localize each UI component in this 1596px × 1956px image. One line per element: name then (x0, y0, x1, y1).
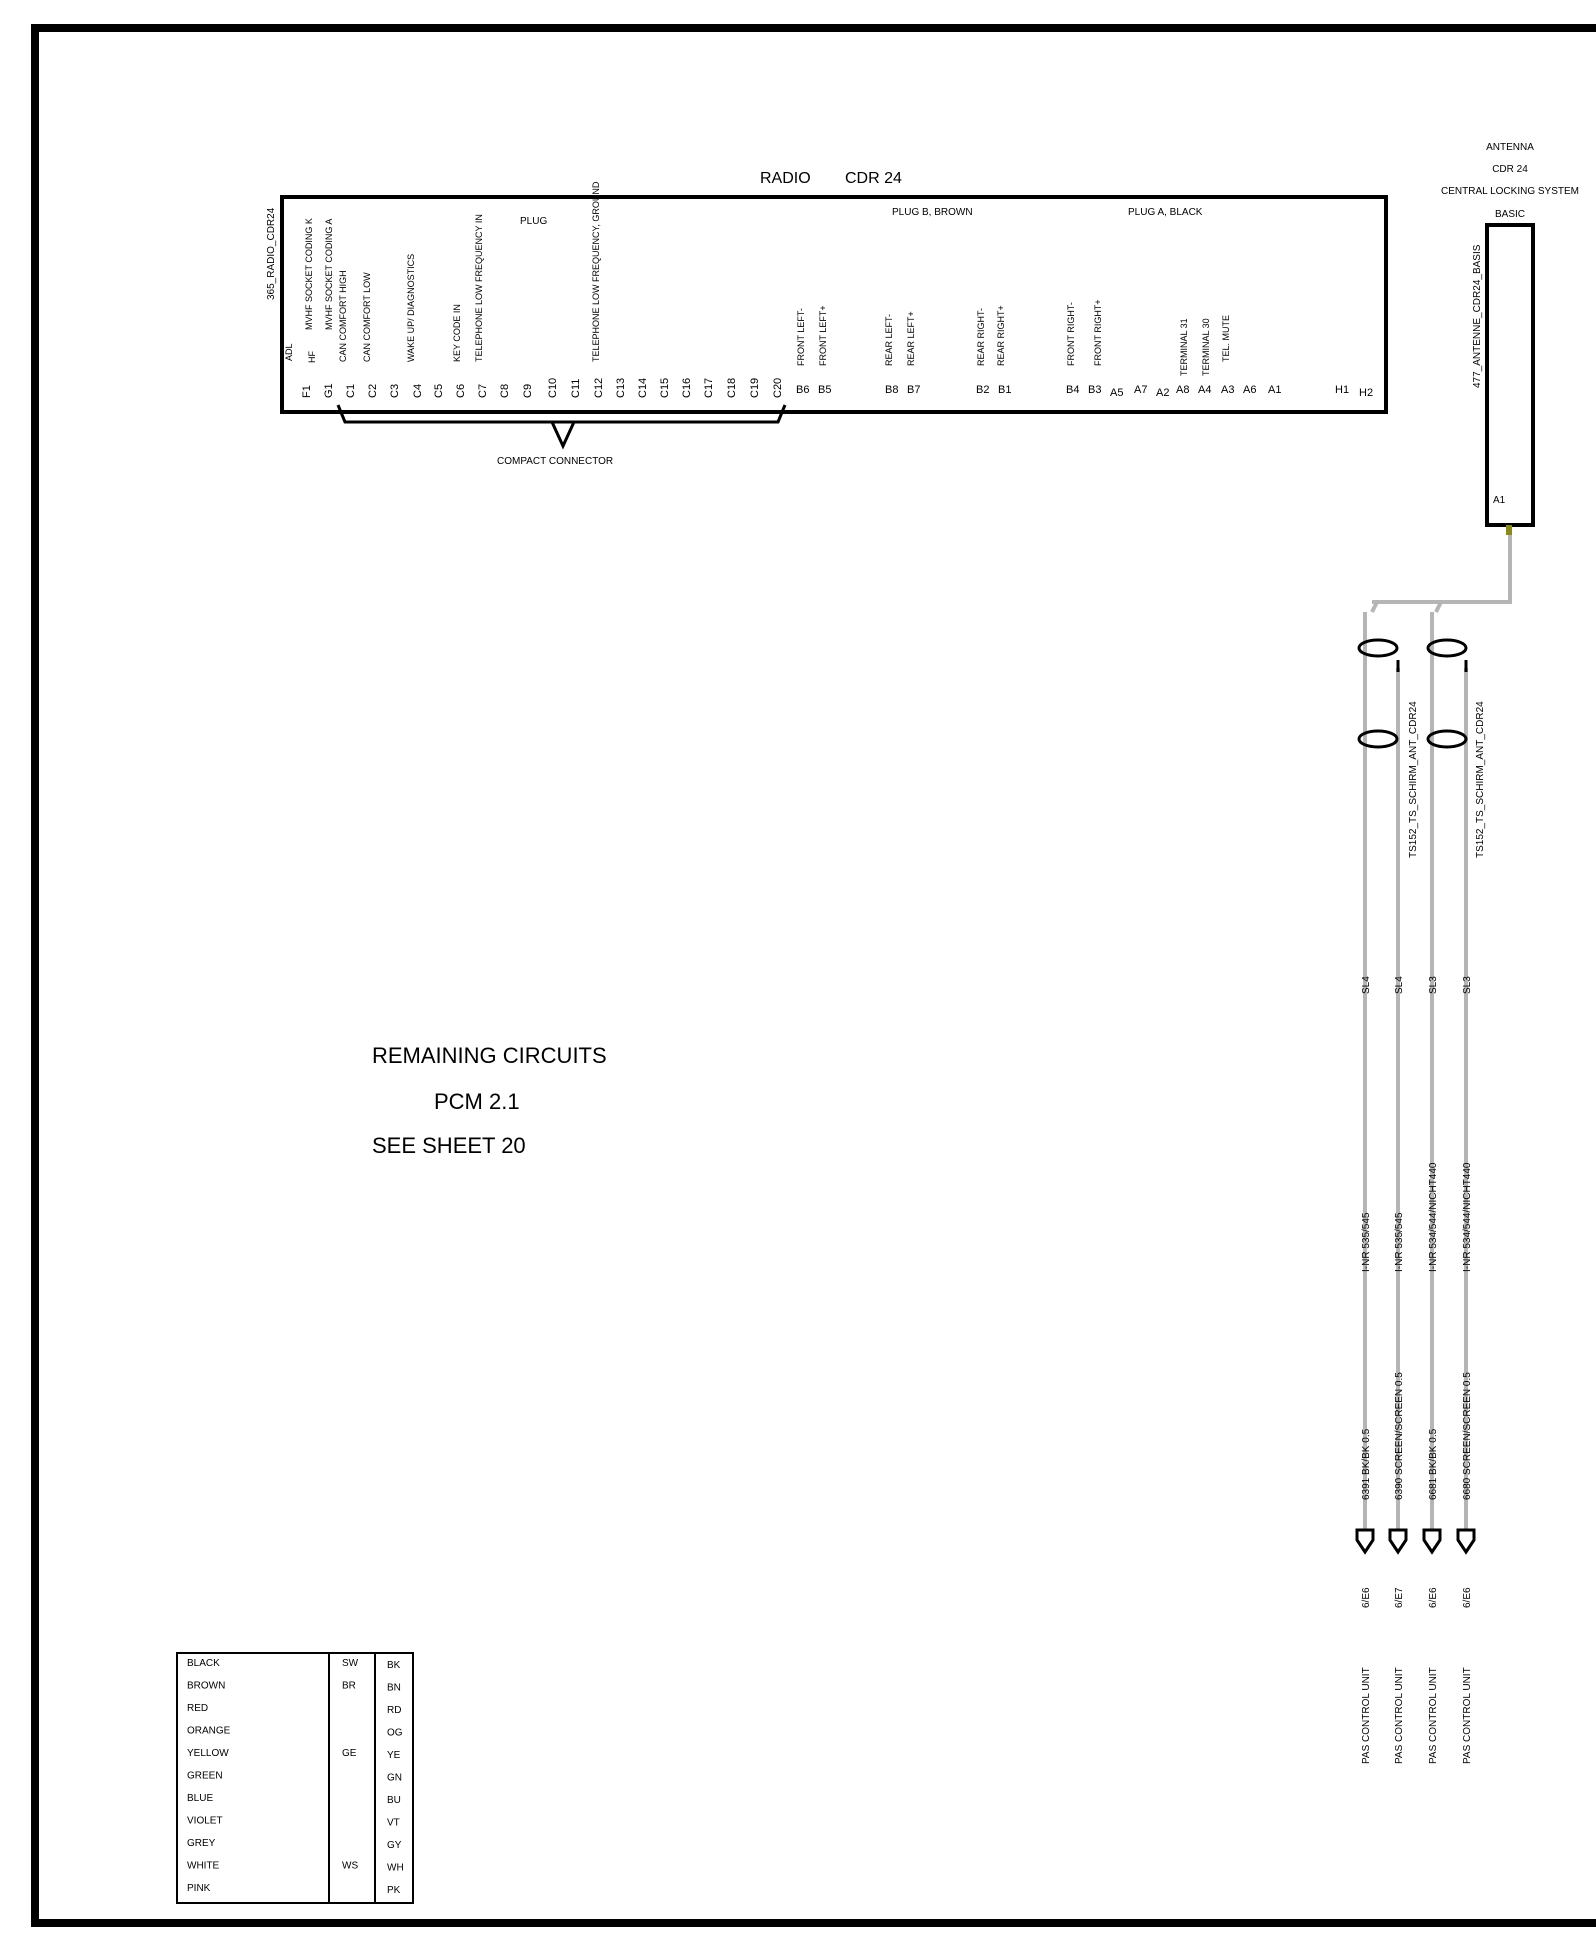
legend-color-name: ORANGE (187, 1725, 231, 1737)
pin-label-b7: B7 (907, 384, 921, 396)
pin-label-c7: C7 (477, 383, 489, 398)
wire-4 (1458, 660, 1474, 1764)
legend-color-name: VIOLET (187, 1815, 223, 1827)
signal-label-tel-mute: TEL. MUTE (1221, 314, 1231, 362)
pin-label-a7: A7 (1134, 384, 1148, 396)
legend-color-en: GN (387, 1772, 402, 1784)
antenna-box (1487, 225, 1533, 525)
legend-color-name: BLACK (187, 1658, 220, 1669)
wire-code-label: 6390 SCREEN/SCREEN 0.5 (1394, 1372, 1405, 1500)
signal-label-can-comfort-high: CAN COMFORT HIGH (338, 270, 348, 362)
legend-color-de: BR (342, 1680, 356, 1692)
remaining-line-2: PCM 2.1 (434, 1089, 520, 1114)
legend-color-en: OG (387, 1727, 403, 1739)
signal-label-wake-up-diagnostics: WAKE UP/ DIAGNOSTICS (406, 253, 416, 362)
signal-label-mvhf-socket-coding-k: MVHF SOCKET CODING K (304, 218, 314, 330)
pin-label-a8: A8 (1176, 384, 1190, 396)
pin-label-a4: A4 (1198, 384, 1212, 396)
legend-row-pink (187, 1883, 401, 1896)
antenna-line-4: BASIC (1494, 209, 1526, 220)
signal-label-rear-right: REAR RIGHT- (976, 307, 986, 366)
legend-color-name: GREY (187, 1838, 216, 1849)
legend-row-black (187, 1658, 401, 1671)
wire-sl-label: SL4 (1394, 976, 1405, 994)
pin-label-c4: C4 (412, 383, 424, 398)
pin-label-c5: C5 (433, 383, 445, 398)
wire-nr-label: I-NR 535/545 (1361, 1212, 1372, 1272)
pin-label-a1: A1 (1268, 384, 1282, 396)
legend-color-name: BLUE (187, 1793, 214, 1804)
wire-sl-label: SL4 (1361, 976, 1372, 994)
wire-2 (1390, 660, 1406, 1764)
wire-code-label: 6391 BK/BK 0.5 (1361, 1428, 1372, 1500)
signal-label-front-right: FRONT RIGHT+ (1093, 299, 1103, 366)
legend-row-green (187, 1771, 402, 1784)
pin-label-c19: C19 (749, 377, 761, 398)
legend-color-name: BROWN (187, 1680, 226, 1692)
legend-color-de: WS (342, 1860, 359, 1872)
antenna-line-1: ANTENNA (1486, 142, 1534, 153)
legend-color-de: SW (342, 1658, 359, 1669)
legend-color-en: BU (387, 1795, 401, 1806)
signal-label-mvhf-socket-coding-a: MVHF SOCKET CODING A (324, 218, 334, 330)
pin-label-c9: C9 (522, 383, 534, 398)
remaining-line-1: REMAINING CIRCUITS (372, 1043, 607, 1068)
wire-dest-label: 6/E6 (1428, 1587, 1439, 1608)
color-legend-rows (187, 1658, 404, 1896)
wire-nr-label: I-NR 535/545 (1394, 1212, 1405, 1272)
pin-label-c20: C20 (772, 377, 784, 398)
legend-color-name: WHITE (187, 1860, 220, 1872)
pin-label-c18: C18 (726, 377, 738, 398)
signal-label-telephone-low-frequency-ground: TELEPHONE LOW FREQUENCY, GROUND (591, 181, 601, 362)
pin-label-g1: G1 (323, 383, 335, 398)
legend-row-violet (187, 1816, 400, 1829)
pin-label-a3: A3 (1221, 384, 1235, 396)
legend-row-yellow (187, 1748, 401, 1761)
signal-label-rear-right: REAR RIGHT+ (996, 305, 1006, 366)
pin-label-c8: C8 (499, 383, 511, 398)
legend-color-name: YELLOW (187, 1748, 229, 1759)
signal-label-group (284, 181, 1231, 376)
legend-color-en: RD (387, 1705, 402, 1716)
pin-label-c10: C10 (547, 377, 559, 398)
legend-color-name: GREEN (187, 1770, 223, 1782)
wire-terminal-arrow (1357, 1530, 1373, 1552)
signal-label-terminal-30: TERMINAL 30 (1201, 318, 1211, 376)
pin-label-a5: A5 (1110, 387, 1124, 399)
wire-unit-label: PAS CONTROL UNIT (1394, 1667, 1405, 1764)
compact-connector-arrow (552, 422, 574, 446)
signal-label-terminal-31: TERMINAL 31 (1179, 318, 1189, 376)
signal-label-front-left: FRONT LEFT+ (818, 305, 828, 366)
wire-terminal-arrow (1424, 1530, 1440, 1552)
pin-label-c12: C12 (593, 377, 605, 398)
pin-label-b5: B5 (818, 384, 832, 396)
legend-color-en: WH (387, 1862, 404, 1874)
pin-label-c14: C14 (637, 377, 649, 398)
pin-label-b8: B8 (885, 384, 899, 396)
wire-unit-label: PAS CONTROL UNIT (1361, 1667, 1372, 1764)
antenna-component-id: 477_ANTENNE_CDR24_BASIS (1472, 244, 1483, 388)
wire-code-label: 6681 BK/BK 0.5 (1428, 1428, 1439, 1500)
wire-unit-label: PAS CONTROL UNIT (1428, 1667, 1439, 1764)
signal-label-key-code-in: KEY CODE IN (452, 304, 462, 362)
signal-label-hf: HF (307, 351, 317, 363)
antenna-line-2: CDR 24 (1492, 164, 1528, 175)
pin-label-b1: B1 (998, 384, 1012, 396)
wire-dest-label: 6/E6 (1361, 1587, 1372, 1608)
legend-color-en: BK (387, 1660, 401, 1671)
pin-label-a2: A2 (1156, 387, 1170, 399)
legend-color-name: RED (187, 1703, 209, 1714)
signal-label-rear-left: REAR LEFT- (884, 313, 894, 366)
wire-terminal-arrow (1458, 1530, 1474, 1552)
pin-label-a6: A6 (1243, 384, 1257, 396)
remaining-line-3: SEE SHEET 20 (372, 1133, 526, 1158)
signal-label-adl: ADL (284, 343, 294, 361)
legend-color-en: VT (387, 1817, 400, 1829)
pin-label-b6: B6 (796, 384, 810, 396)
pin-label-c11: C11 (570, 378, 582, 398)
pin-label-b2: B2 (976, 384, 990, 396)
pin-label-h1: H1 (1335, 384, 1350, 396)
legend-color-de: GE (342, 1748, 357, 1759)
wire-3 (1424, 612, 1440, 1764)
signal-label-front-right: FRONT RIGHT- (1066, 302, 1076, 366)
signal-label-can-comfort-low: CAN COMFORT LOW (362, 272, 372, 362)
legend-row-orange (187, 1726, 403, 1739)
legend-row-white (187, 1861, 404, 1874)
plug-b-label: PLUG B, BROWN (892, 207, 973, 218)
pin-label-b3: B3 (1088, 384, 1102, 396)
wire-code-label: 6680 SCREEN/SCREEN 0.5 (1462, 1372, 1473, 1500)
antenna-pin-label: A1 (1493, 495, 1506, 506)
page-border (35, 28, 1596, 1923)
wire-nr-label: I-NR 534/544/NICHT440 (1428, 1162, 1439, 1272)
radio-model: CDR 24 (845, 170, 902, 187)
pin-label-c6: C6 (455, 383, 467, 398)
legend-color-en: BN (387, 1682, 401, 1694)
pin-label-c3: C3 (389, 383, 401, 398)
pin-label-c1: C1 (345, 383, 357, 398)
plug-label: PLUG (520, 216, 548, 227)
pin-label-c16: C16 (681, 377, 693, 398)
wire-sl-label: SL3 (1462, 976, 1473, 994)
shield-label-2: TS152_TS_SCHIRM_ANT_CDR24 (1475, 701, 1486, 858)
pin-label-f1: F1 (301, 385, 313, 398)
signal-label-telephone-low-frequency-in: TELEPHONE LOW FREQUENCY IN (474, 214, 484, 362)
legend-row-grey (187, 1838, 402, 1851)
radio-component-id: 365_RADIO_CDR24 (266, 207, 277, 300)
pin-label-c13: C13 (615, 377, 627, 398)
wire-sl-label: SL3 (1428, 976, 1439, 994)
wire-unit-label: PAS CONTROL UNIT (1462, 1667, 1473, 1764)
legend-row-brown (187, 1681, 401, 1694)
plug-a-label: PLUG A, BLACK (1128, 207, 1203, 218)
wire-1 (1357, 612, 1373, 1764)
wire-dest-label: 6/E6 (1462, 1587, 1473, 1608)
pin-label-c2: C2 (367, 383, 379, 398)
pin-label-c17: C17 (703, 377, 715, 398)
pin-label-b4: B4 (1066, 384, 1080, 396)
legend-row-red (187, 1703, 401, 1716)
wire-dest-label: 6/E7 (1394, 1587, 1405, 1608)
compact-connector-label: COMPACT CONNECTOR (497, 456, 614, 467)
radio-title: RADIO (760, 170, 811, 187)
wire-terminal-arrow (1390, 1530, 1406, 1552)
legend-color-en: GY (387, 1840, 402, 1851)
legend-row-blue (187, 1793, 401, 1806)
pin-label-c15: C15 (659, 377, 671, 398)
pin-label-h2: H2 (1359, 387, 1374, 399)
legend-color-en: PK (387, 1885, 401, 1896)
legend-color-name: PINK (187, 1883, 211, 1894)
radio-box (282, 197, 1386, 412)
antenna-line-3: CENTRAL LOCKING SYSTEM (1441, 186, 1579, 197)
pin-label-group (301, 378, 1373, 399)
shield-label-1: TS152_TS_SCHIRM_ANT_CDR24 (1408, 701, 1419, 858)
legend-color-en: YE (387, 1750, 401, 1761)
wire-nr-label: I-NR 534/544/NICHT440 (1462, 1162, 1473, 1272)
signal-label-rear-left: REAR LEFT+ (906, 311, 916, 366)
antenna-feed-wire (1441, 535, 1510, 602)
signal-label-front-left: FRONT LEFT- (796, 308, 806, 366)
antenna-pin-marker (1506, 525, 1512, 535)
